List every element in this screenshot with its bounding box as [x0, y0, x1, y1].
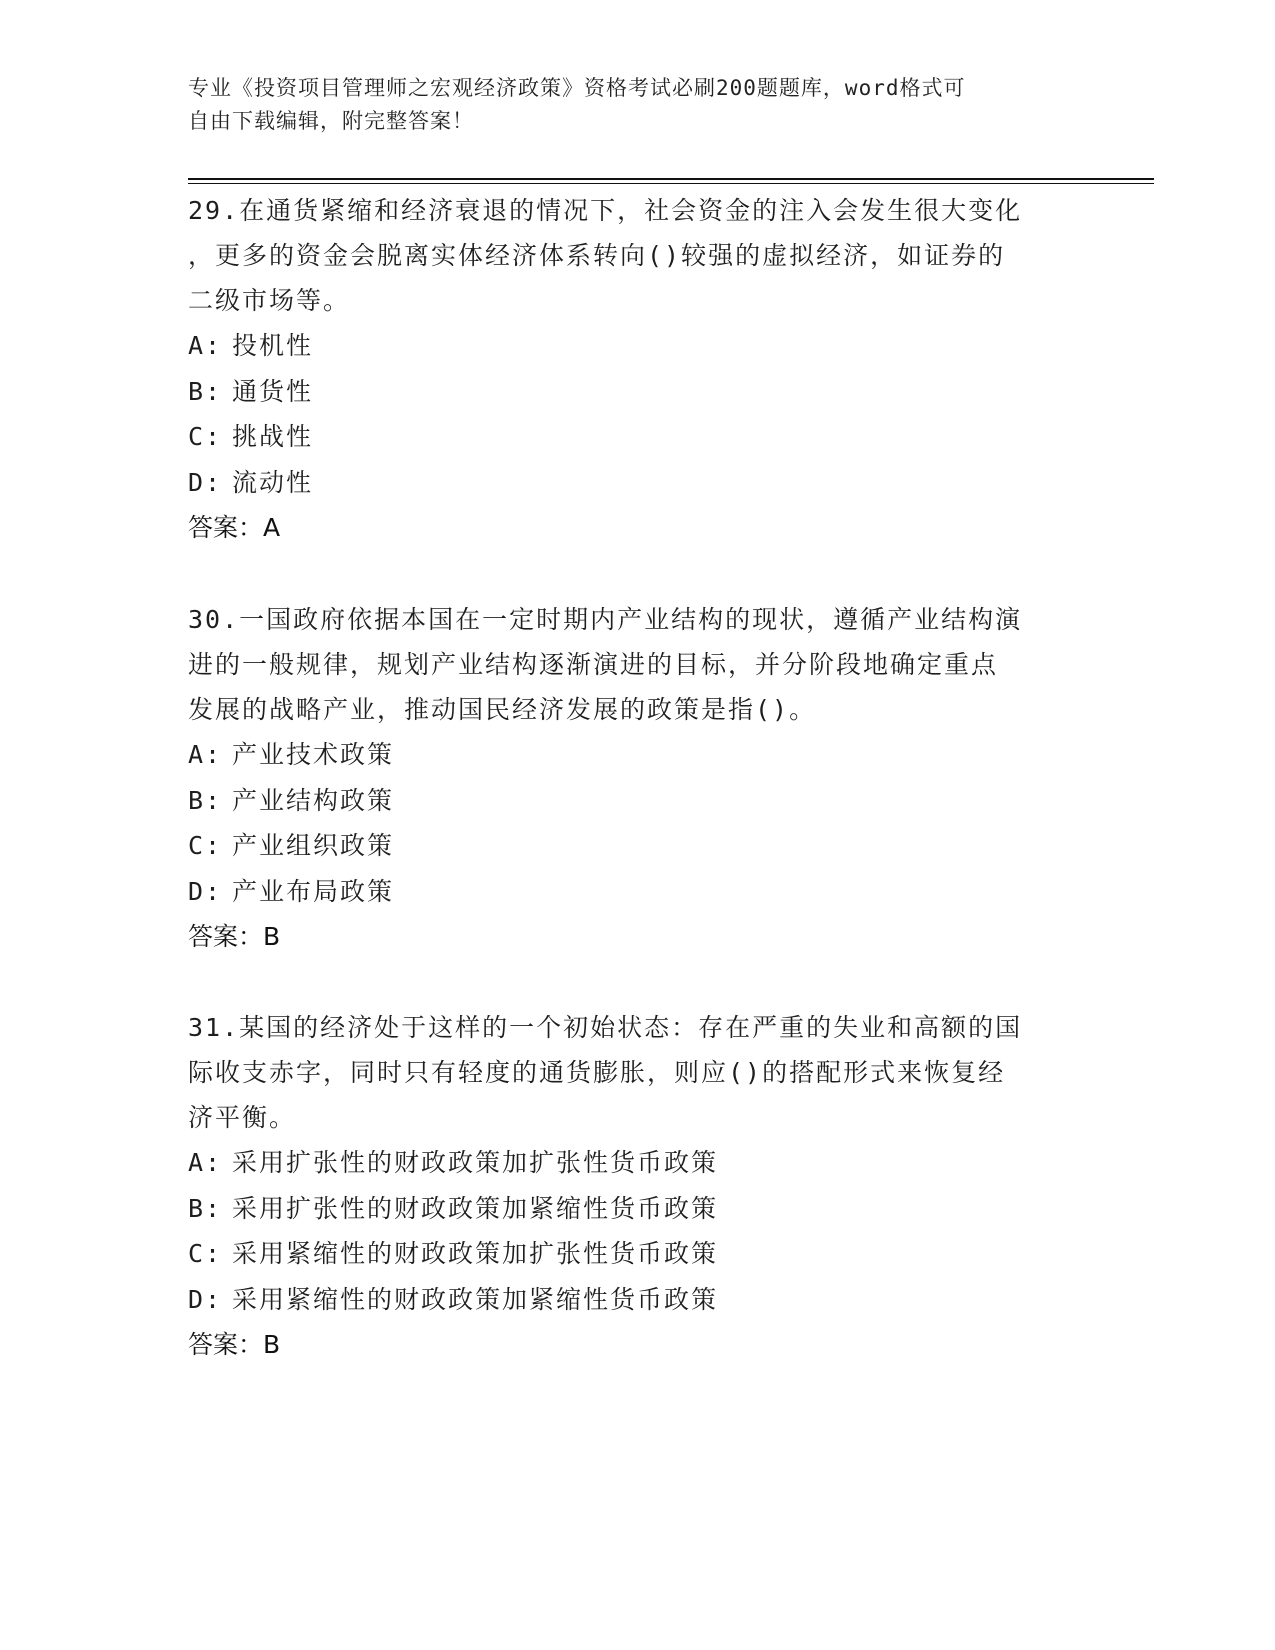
stem-line: 发展的战略产业，推动国民经济发展的政策是指()。 [188, 695, 817, 724]
option-key: D: [188, 467, 223, 497]
option-b [188, 778, 1068, 824]
option-key: A: [188, 740, 223, 769]
option-c [188, 414, 1068, 460]
option-text: 产业布局政策 [232, 876, 395, 906]
option-a [188, 323, 1068, 369]
answer-label: 答案：B [188, 922, 281, 951]
option-text: 采用紧缩性的财政政策加紧缩性货币政策 [232, 1284, 719, 1314]
option-key: C: [188, 1239, 223, 1268]
option-key: D: [188, 876, 223, 906]
option-text: 通货性 [232, 376, 314, 406]
document-header [188, 72, 1068, 138]
answer-label: 答案：B [188, 1330, 281, 1359]
option-key: C: [188, 831, 223, 860]
stem-line: 进的一般规律，规划产业结构逐渐演进的目标，并分阶段地确定重点 [188, 650, 999, 679]
option-text: 投机性 [232, 331, 314, 360]
option-key: B: [188, 376, 223, 406]
option-text: 采用扩张性的财政政策加扩张性货币政策 [232, 1148, 719, 1177]
option-key: C: [188, 422, 223, 451]
question-30 [188, 597, 1068, 959]
option-key: B: [188, 785, 223, 815]
option-b [188, 1186, 1068, 1232]
answer-label: 答案：A [188, 513, 281, 542]
option-d [188, 460, 1068, 506]
header-line-1: 专业《投资项目管理师之宏观经济政策》资格考试必刷200题题库，word格式可 [188, 76, 966, 100]
question-31 [188, 1005, 1068, 1367]
option-key: B: [188, 1193, 223, 1223]
stem-line: 29.在通货紧缩和经济衰退的情况下，社会资金的注入会发生很大变化 [188, 196, 1023, 225]
stem-line: 31.某国的经济处于这样的一个初始状态：存在严重的失业和高额的国 [188, 1013, 1023, 1042]
option-text: 流动性 [232, 467, 314, 497]
option-d [188, 869, 1068, 915]
stem-line: 30.一国政府依据本国在一定时期内产业结构的现状，遵循产业结构演 [188, 605, 1023, 634]
option-a [188, 1140, 1068, 1186]
option-text: 采用扩张性的财政政策加紧缩性货币政策 [232, 1193, 719, 1223]
stem-line: 二级市场等。 [188, 286, 351, 315]
question-29 [188, 188, 1068, 550]
option-b [188, 369, 1068, 415]
option-key: A: [188, 331, 223, 360]
option-c [188, 823, 1068, 869]
option-text: 产业技术政策 [232, 740, 395, 769]
stem-line: 济平衡。 [188, 1103, 297, 1132]
question-stem [188, 597, 1068, 732]
option-text: 采用紧缩性的财政政策加扩张性货币政策 [232, 1239, 719, 1268]
option-key: A: [188, 1148, 223, 1177]
stem-line: 际收支赤字，同时只有轻度的通货膨胀，则应()的搭配形式来恢复经 [188, 1058, 1006, 1087]
question-stem [188, 188, 1068, 323]
option-text: 产业组织政策 [232, 831, 395, 860]
header-divider-thick [188, 178, 1154, 180]
stem-line: ，更多的资金会脱离实体经济体系转向()较强的虚拟经济，如证券的 [188, 241, 1006, 270]
option-d [188, 1277, 1068, 1323]
header-line-2: 自由下载编辑，附完整答案！ [188, 109, 474, 133]
option-text: 挑战性 [232, 422, 314, 451]
header-divider-thin [188, 183, 1154, 184]
option-a [188, 732, 1068, 778]
question-stem [188, 1005, 1068, 1140]
option-text: 产业结构政策 [232, 785, 395, 815]
option-key: D: [188, 1284, 223, 1314]
option-c [188, 1231, 1068, 1277]
